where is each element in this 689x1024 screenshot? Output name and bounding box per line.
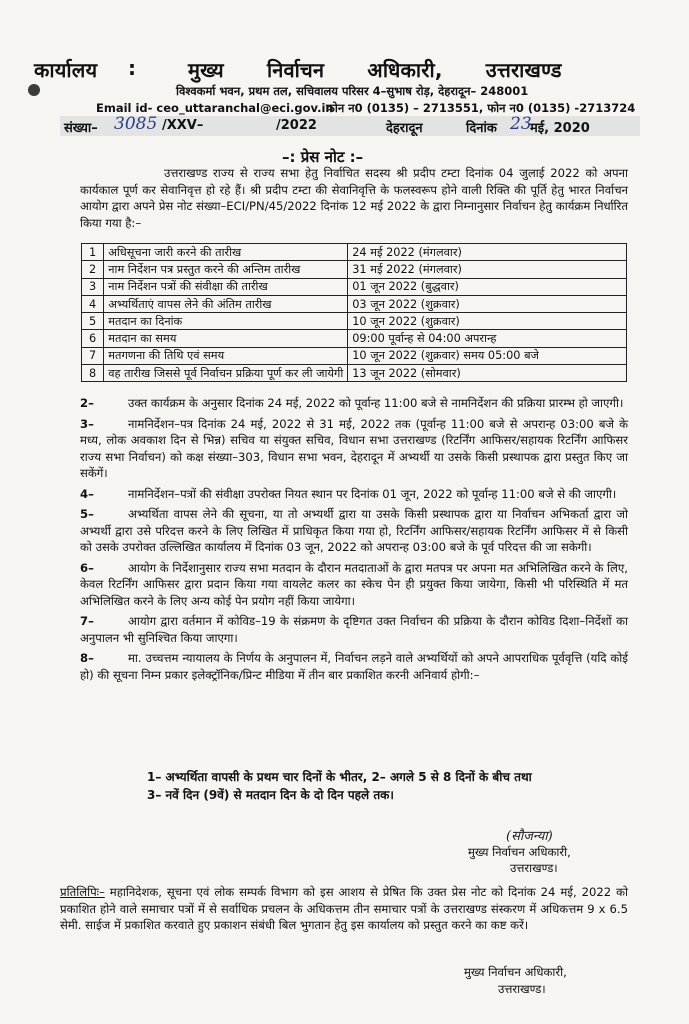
point-text: आयोग के निर्देशानुसार राज्य सभा मतदान के दौरान मतदाताओं के द्वारा मतपत्र पर अपना मत अभिलिखित करने के लिए, केवल रिटर्निंग आफिसर द्वारा प्रदान किया गया वायलेट कलर का स्केच पेन ही प्रयुक्त किया जायेगा, किसी भी परिस्थिति में मत अभिलिखित करने के लिए अन्य कोई पेन प्रयोग नहीं किया जायेगा।: [80, 560, 628, 608]
schedule-row-date: 31 मई 2022 (मंगलवार): [348, 261, 627, 278]
schedule-row-number: 2: [82, 261, 104, 278]
schedule-row: [82, 261, 627, 278]
schedule-row-date: 24 मई 2022 (मंगलवार): [348, 244, 627, 261]
point-paragraph: [80, 613, 628, 646]
email-line: Email id- ceo_uttaranchal@eci.gov.in: [96, 101, 334, 115]
point-paragraph: [80, 416, 628, 482]
schedule-row-number: 7: [82, 347, 104, 364]
schedule-row: [82, 313, 627, 330]
point-number: 6–: [80, 560, 94, 575]
schedule-row: [82, 365, 627, 382]
schedule-row-date: 01 जून 2022 (बुद्धवार): [348, 278, 627, 295]
schedule-row-event: अभ्यर्थिताएं वापस लेने की अंतिम तारीख: [104, 295, 348, 312]
point-text: नामनिर्देशन–पत्र दिनांक 24 मई, 2022 से 31 मई, 2022 तक (पूर्वान्ह 11:00 बजे से अपरान्ह 03:00 बजे के मध्य, लोक अवकाश दिन से भिन्न) सचिव या संयुक्त सचिव, विधान सभा उत्तराखण्ड (रिटर्निंग आफिसर/सहायक रिटर्निंग आफिसर राज्य सभा निर्वाचन) को कक्ष संख्या–303, विधान सभा भवन, देहरादून में अभ्यर्थी या उसके किसी प्रस्थापक द्वारा प्रस्तुत किए जा सकेंगें।: [80, 416, 628, 480]
publication-line-1: 1– अभ्यर्थिता वापसी के प्रथम चार दिनों के भीतर, 2– अगले 5 से 8 दिनों के बीच तथा: [147, 770, 532, 784]
schedule-row: [82, 244, 627, 261]
point-paragraph: [80, 506, 628, 556]
point-text: अभ्यर्थिता वापस लेने की सूचना, या तो अभ्यर्थी द्वारा या उसके किसी प्रस्थापक द्वारा या निर्वाचन अभिकर्ता द्वारा जो अभ्यर्थी द्वारा उसे परिदत्त करने के लिए लिखित में प्राधिकृत किया गया हो, रिटर्निंग आफिसर/सहायक रिटर्निंग आफिसर में से किसी को उसके उपरोक्त उल्लिखित कार्यालय में दिनांक 03 जून, 2022 को अपरान्ह 03:00 बजे के पूर्व परिदत्त की जा सकेगी।: [80, 507, 628, 554]
schedule-row-event: नाम निर्देशन पत्रों की संवीक्षा की तारीख: [104, 278, 348, 295]
schedule-row: [82, 347, 627, 364]
point-text: मा. उच्चत्तम न्यायालय के निर्णय के अनुपालन में, निर्वाचन लड़ने वाले अभ्यर्थियों को अपने आपराधिक पूर्ववृत्ति (यदि कोई हो) की सूचना निम्न प्रकार इलेक्ट्रॉनिक/प्रिन्ट मीडिया में तीन बार प्रकाशित करनी अनिवार्य होगी:–: [80, 651, 628, 682]
schedule-row: [82, 278, 627, 295]
signature2-designation: मुख्य निर्वाचन अधिकारी,: [464, 965, 567, 979]
press-note-title: –: प्रेस नोट :–: [282, 148, 364, 166]
reference-place: देहरादून: [386, 121, 423, 136]
point-number: 5–: [80, 507, 94, 521]
phone-line: फोन न0 (0135) – 2713551, फोन न0 (0135) -2713724: [326, 101, 636, 115]
schedule-row-number: 6: [82, 330, 104, 347]
signature2-state: उत्तराखण्ड।: [498, 982, 546, 996]
publication-line-2: 3– नवें दिन (9वें) से मतदान दिन के दो दिन पहले तक।: [147, 788, 394, 802]
office-address: विश्वकर्मा भवन, प्रथम तल, सचिवालय परिसर 4–सुभाष रोड़, देहरादून– 248001: [176, 84, 529, 98]
schedule-row-number: 4: [82, 295, 104, 312]
reference-day: 23: [510, 114, 532, 134]
intro-paragraph: उत्तराखण्ड राज्य से राज्य सभा हेतु निर्वाचित सदस्य श्री प्रदीप टम्टा दिनांक 04 जुलाई 2022 को अपना कार्यकाल पूर्ण कर सेवानिवृत्त हो रहे हैं। श्री प्रदीप टम्टा की सेवानिवृत्ति के फलस्वरूप होने वाली रिक्ति की पूर्ति हेतु भारत निर्वाचन आयोग द्वारा अपने प्रेस नोट संख्या–ECI/PN/45/2022 दिनांक 12 मई 2022 के द्वारा निम्नानुसार निर्वाचन हेतु कार्यक्रम निर्धारित किया गया है:–: [80, 166, 628, 230]
schedule-row-date: 10 जून 2022 (शुक्रवार): [348, 313, 627, 330]
schedule-row-date: 09:00 पूर्वान्ह से 04:00 अपरान्ह: [348, 330, 627, 347]
schedule-row-event: मतदान का दिनांक: [104, 313, 348, 330]
point-paragraph: [80, 486, 628, 503]
reference-year: /2022: [276, 118, 317, 133]
schedule-row-date: 13 जून 2022 (सोमवार): [348, 365, 627, 382]
schedule-row-date: 03 जून 2022 (शुक्रवार): [348, 295, 627, 312]
copy-label: प्रतिलिपिः–: [60, 885, 105, 899]
office-label: कार्यालय: [34, 58, 98, 82]
schedule-row-event: वह तारीख जिससे पूर्व निर्वाचन प्रक्रिया पूर्ण कर ली जायेगी: [104, 365, 348, 382]
schedule-row: [82, 330, 627, 347]
point-paragraph: [80, 560, 628, 610]
point-number: 7–: [80, 614, 94, 628]
point-paragraph: [80, 650, 628, 683]
schedule-row-event: नाम निर्देशन पत्र प्रस्तुत करने की अन्तिम तारीख: [104, 261, 348, 278]
reference-month-year: मई, 2020: [530, 121, 590, 136]
schedule-row-date: 10 जून 2022 (शुक्रवार) समय 05:00 बजे: [348, 347, 627, 364]
schedule-row-number: 3: [82, 278, 104, 295]
point-number: 3–: [80, 416, 94, 431]
schedule-row-number: 5: [82, 313, 104, 330]
schedule-row-number: 1: [82, 244, 104, 261]
reference-date-label: दिनांक: [466, 121, 497, 136]
schedule-table: [81, 243, 627, 382]
schedule-row-event: मतगणना की तिथि एवं समय: [104, 347, 348, 364]
copy-text: महानिदेशक, सूचना एवं लोक सम्पर्क विभाग को इस आशय से प्रेषित कि उक्त प्रेस नोट को दिनांक 24 मई, 2022 को प्रकाशित होने वाले समाचार पत्रों में से सर्वाधिक प्रचलन के अधिकत्तम तीन समाचार पत्रों के उत्तराखण्ड संस्करण में अधिकत्तम 9 x 6.5 सेमी. साईज में प्रकाशित करवाते हुए प्रकाशन संबंधी बिल भुगतान हेतु इस कार्यालय को प्रस्तुत करने का कष्ट करें।: [60, 885, 628, 932]
schedule-row-event: मतदान का समय: [104, 330, 348, 347]
header-colon: :: [128, 56, 137, 80]
points-list: [80, 395, 628, 683]
point-text: आयोग द्वारा वर्तमान में कोविड–19 के संक्रमण के दृष्टिगत उक्त निर्वाचन की प्रक्रिया के दौरान कोविड दिशा–निर्देशों का अनुपालन भी सुनिश्चित किया जाएगा।: [80, 614, 628, 645]
point-number: 8–: [80, 651, 94, 665]
signature1-designation: मुख्य निर्वाचन अधिकारी,: [468, 845, 571, 859]
punch-hole: [28, 84, 40, 96]
point-paragraph: [80, 395, 628, 412]
reference-label: संख्या–: [64, 121, 98, 136]
office-name: मुख्य निर्वाचन अधिकारी, उत्तराखण्ड: [188, 58, 562, 82]
point-number: 4–: [80, 486, 94, 501]
point-text: नामनिर्देशन–पत्रों की संवीक्षा उपरोक्त नियत स्थान पर दिनांक 01 जून, 2022 को पूर्वान्ह 11:00 बजे से की जाएगी।: [128, 486, 617, 501]
reference-number: 3085: [114, 114, 158, 134]
signature1-state: उत्तराखण्ड।: [510, 861, 558, 875]
schedule-row-number: 8: [82, 365, 104, 382]
copy-paragraph: [60, 884, 628, 934]
point-number: 2–: [80, 396, 94, 410]
reference-series: /XXV–: [162, 118, 204, 133]
schedule-row: [82, 295, 627, 312]
point-text: उक्त कार्यक्रम के अनुसार दिनांक 24 मई, 2022 को पूर्वान्ह 11:00 बजे से नामनिर्देशन की प्रक्रिया प्रारम्भ हो जाएगी।: [128, 396, 624, 410]
schedule-row-event: अधिसूचना जारी करने की तारीख: [104, 244, 348, 261]
signature-mark: (सौजन्या): [506, 829, 553, 844]
